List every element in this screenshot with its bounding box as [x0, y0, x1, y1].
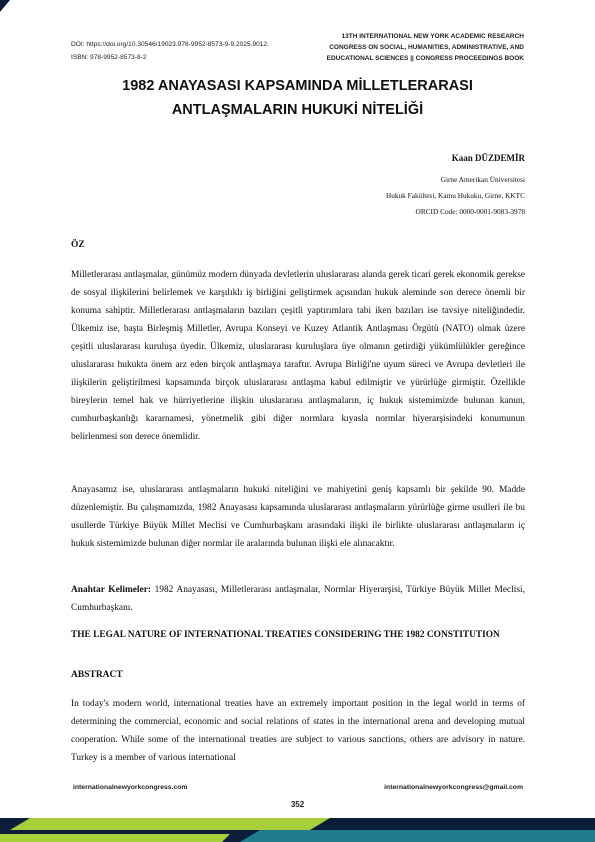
keywords	[71, 581, 525, 617]
doi-text: DOI: https://doi.org/10.30546/19023.978-9952-8573-9-9.2025.9012.	[71, 41, 269, 48]
english-title: THE LEGAL NATURE OF INTERNATIONAL TREATIES CONSIDERING THE 1982 CONSTITUTION	[71, 630, 500, 640]
keywords-text: 1982 Anayasası, Milletlerarası antlaşmalar, Normlar Hiyerarşisi, Türkiye Büyük Millet Meclisi, Cumhurbaşkanı.	[71, 585, 525, 613]
conference-line: EDUCATIONAL SCIENCES || CONGRESS PROCEEDINGS BOOK	[326, 55, 524, 62]
affiliation-department: Hukuk Fakültesi, Kamu Hukuku, Girne, KKTC	[385, 191, 525, 200]
footer-band	[0, 818, 595, 842]
title-line: ANTLAŞMALARIN HUKUKİ NİTELİĞİ	[171, 102, 424, 118]
author-affiliation	[225, 172, 525, 220]
oz-heading: ÖZ	[71, 240, 85, 250]
footer-email[interactable]: internationalnewyorkcongress@gmail.com	[384, 784, 523, 791]
affiliation-university: Girne Amerikan Üniversitesi	[440, 175, 525, 184]
oz-paragraph-1: Milletlerarası antlaşmalar, günümüz modern dünyada devletlerin uluslararası alanda gerek ticari gerek ekonomik gerekse de sosyal ilişkilerini belirlemek ve karşılıklı iş birliğini geliştirmek açısından hukuk aleminde son derece önemli bir konuma sahiptir. Milletlerarası antlaşmaların bazıları çeşitli yaptırımlara tabi iken bazıları ise tavsiye niteliğindedir. Ülkemiz ise, başta Birleşmiş Milletler, Avrupa Konseyi ve Kuzey Atlantik Antlaşması Örgütü (NATO) olmak üzere çeşitli uluslararası kuruluşa üyedir. Ülkemiz, uluslararası kuruluşlara üye olmanın getirdiği yükümlülükler gereğince uluslararası hukukta önem arz eden birçok antlaşmaya taraftır. Avrupa Birliği'ne uyum süreci ve Avrupa devletleri ile ilişkilerin geliştirilmesi kapsamında birçok uluslararası antlaşma kabul edilmiştir ve yürürlüğe girmiştir. Özellikle bireylerin temel hak ve hürriyetlerine ilişkin uluslararası antlaşmaların, iç hukuk sistemimizde bulunan kanun, cumhurbaşkanlığı kararnamesi, yönetmelik gibi diğer normlara kıyasla normlar hiyerarşisindeki konumunun belirlenmesi son derece önemlidir.	[71, 270, 525, 442]
conference-title	[294, 31, 524, 64]
page-number: 352	[290, 800, 305, 809]
title-line: 1982 ANAYASASI KAPSAMINDA MİLLETLERARASI	[122, 78, 473, 94]
header-meta	[71, 38, 269, 64]
oz-paragraph-2: Anayasamız ise, uluslararası antlaşmaların hukuki niteliğini ve mahiyetini geniş kapsamlı bir şekilde 90. Madde düzenlemiştir. Bu çalışmamızda, 1982 Anayasası kapsamında uluslararası antlaşmaların yürürlüğe girme usulleri ile bu usullerde Türkiye Büyük Millet Meclisi ve Cumhurbaşkanı arasındaki ilişki ile birlikte uluslararası antlaşmaların iç hukuk sistemimizde bulunan diğer normlar ile aralarında bulunan ilişki ele alınacaktır.	[71, 485, 525, 549]
isbn-text: ISBN: 978-9952-8573-8-2	[71, 54, 147, 61]
orcid-code: ORCID Code: 0000-0001-9083-3978	[415, 207, 525, 216]
abstract-paragraph-1: In today's modern world, international treaties have an extremely important position in the legal world in terms of determining the commercial, economic and social relations of states in the international arena and developing mutual cooperation. While some of the international treaties are subject to various sanctions, others are advisory in nature. Turkey is a member of various international	[71, 699, 525, 763]
footer-website[interactable]: internationalnewyorkcongress.com	[73, 784, 188, 791]
paper-title	[70, 74, 525, 122]
abstract-heading: ABSTRACT	[71, 670, 123, 680]
conference-line: 13TH INTERNATIONAL NEW YORK ACADEMIC RESEARCH	[341, 33, 524, 40]
corner-decoration	[0, 0, 300, 40]
keywords-label: Anahtar Kelimeler:	[71, 585, 151, 595]
conference-line: CONGRESS ON SOCIAL, HUMANITIES, ADMINISTRATIVE, AND	[329, 44, 524, 51]
author-name: Kaan DÜZDEMİR	[451, 153, 525, 163]
